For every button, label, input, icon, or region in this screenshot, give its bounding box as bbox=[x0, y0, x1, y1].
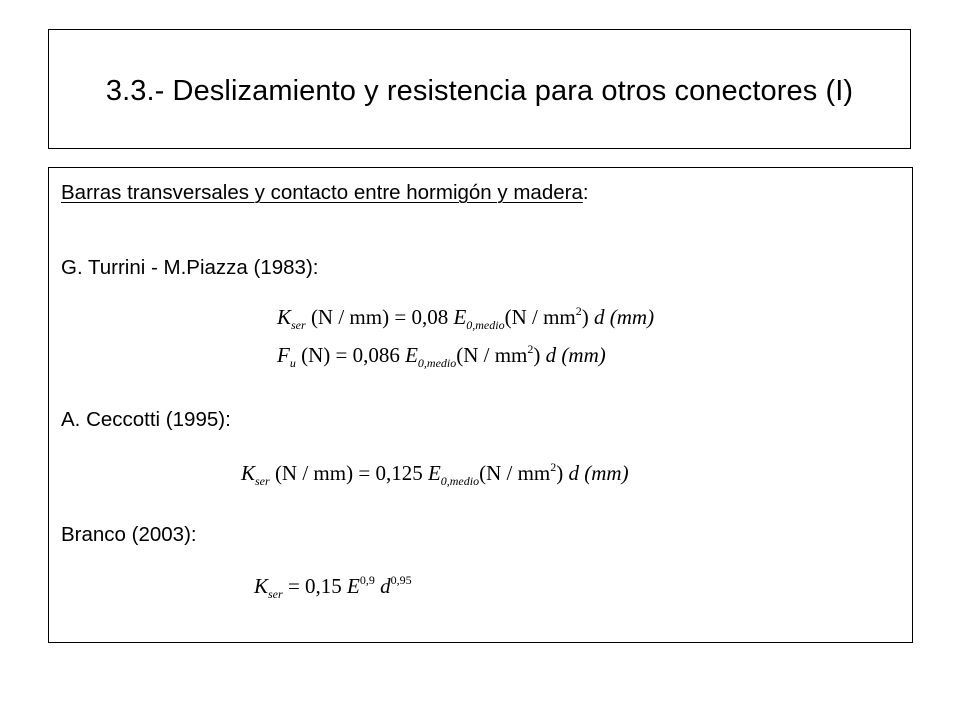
formula-kser-branco bbox=[254, 573, 412, 602]
formula-symbol: E bbox=[427, 461, 441, 485]
formula-coefficient: 0,086 bbox=[352, 343, 400, 367]
source-ceccotti: A. Ceccotti (1995): bbox=[61, 408, 231, 431]
formula-units: (N / mm bbox=[456, 343, 528, 367]
formula-kser-ceccotti bbox=[241, 460, 629, 489]
formula-subscript: 0,medio bbox=[440, 474, 480, 488]
formula-coefficient: 0,08 bbox=[411, 305, 449, 329]
formula-coefficient: = 0,15 bbox=[287, 574, 342, 598]
formula-symbol: F bbox=[277, 343, 290, 367]
formula-subscript: ser bbox=[255, 474, 270, 488]
content-box bbox=[48, 167, 913, 643]
formula-subscript: 0,medio bbox=[417, 356, 457, 370]
formula-symbol: d (mm) bbox=[568, 461, 629, 485]
section-heading bbox=[61, 181, 589, 205]
formula-symbol: K bbox=[241, 461, 256, 485]
formula-symbol: d (mm) bbox=[545, 343, 606, 367]
formula-symbol: d bbox=[380, 574, 391, 598]
formula-symbol: K bbox=[254, 574, 269, 598]
formula-units: ) bbox=[533, 343, 541, 367]
formula-kser-turrini bbox=[277, 304, 654, 333]
formula-units: (N / mm bbox=[504, 305, 576, 329]
formula-superscript: 2 bbox=[575, 304, 582, 318]
formula-superscript: 0,95 bbox=[390, 573, 412, 587]
section-heading-underlined: Barras transversales y contacto entre hormigón y madera bbox=[61, 181, 583, 204]
section-heading-suffix: : bbox=[582, 181, 589, 204]
formula-coefficient: 0,125 bbox=[375, 461, 423, 485]
formula-symbol: E bbox=[347, 574, 360, 598]
formula-fu-turrini bbox=[277, 342, 606, 371]
formula-units: (N) = bbox=[301, 343, 348, 367]
formula-superscript: 0,9 bbox=[359, 573, 375, 587]
formula-subscript: ser bbox=[268, 587, 283, 601]
source-turrini-piazza: G. Turrini - M.Piazza (1983): bbox=[61, 256, 319, 279]
source-branco: Branco (2003): bbox=[61, 523, 197, 546]
formula-subscript: ser bbox=[291, 318, 306, 332]
formula-units: ) bbox=[581, 305, 589, 329]
formula-symbol: E bbox=[453, 305, 467, 329]
formula-symbol: d (mm) bbox=[594, 305, 655, 329]
formula-superscript: 2 bbox=[550, 460, 557, 474]
title-box bbox=[48, 29, 911, 149]
formula-symbol: K bbox=[277, 305, 292, 329]
formula-units: (N / mm bbox=[479, 461, 551, 485]
formula-units: (N / mm) = bbox=[310, 305, 407, 329]
slide-title: 3.3.- Deslizamiento y resistencia para otros conectores (I) bbox=[105, 74, 854, 107]
formula-units: ) bbox=[556, 461, 564, 485]
formula-units: (N / mm) = bbox=[274, 461, 371, 485]
formula-subscript: 0,medio bbox=[466, 318, 505, 332]
formula-subscript: u bbox=[289, 356, 296, 370]
formula-symbol: E bbox=[405, 343, 418, 367]
formula-superscript: 2 bbox=[527, 342, 534, 356]
